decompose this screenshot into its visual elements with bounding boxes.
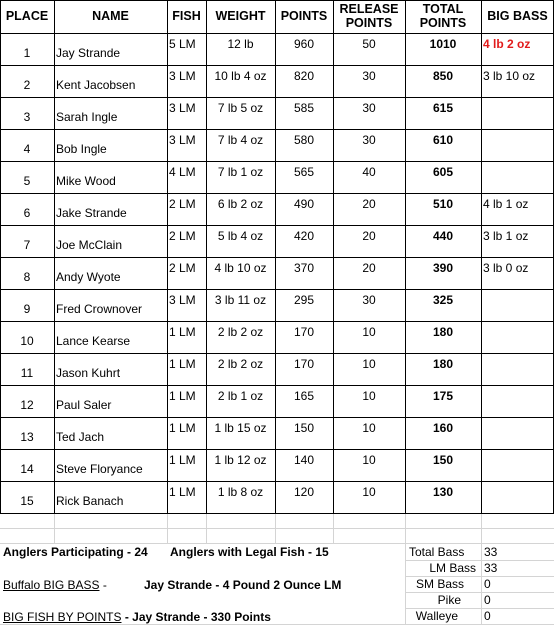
cell-points: 140 — [293, 453, 315, 467]
cell-place: 2 — [23, 78, 31, 92]
header-release-line1: RELEASE — [339, 2, 399, 16]
cell-place: 8 — [23, 270, 31, 284]
cell-total: 180 — [432, 325, 454, 339]
cell-points: 565 — [293, 165, 315, 179]
cell-total: 610 — [432, 133, 454, 147]
stat-lm-bass-value: 33 — [484, 561, 498, 575]
cell-name: Jake Strande — [56, 206, 127, 220]
cell-place: 12 — [20, 398, 34, 412]
cell-name: Rick Banach — [56, 494, 124, 508]
header-release-line2: POINTS — [345, 16, 393, 30]
cell-weight: 1 lb 12 oz — [214, 453, 267, 467]
grid-line — [0, 449, 554, 450]
cell-total: 150 — [432, 453, 454, 467]
big-fish-by-points-label: BIG FISH BY POINTS — [3, 610, 122, 624]
cell-fish: 1 LM — [169, 421, 196, 435]
grid-line — [0, 161, 554, 162]
cell-place: 14 — [20, 462, 34, 476]
cell-name: Kent Jacobsen — [56, 78, 136, 92]
cell-weight: 10 lb 4 oz — [214, 69, 267, 83]
cell-name: Sarah Ingle — [56, 110, 118, 124]
cell-release: 30 — [362, 69, 376, 83]
cell-big-bass: 4 lb 2 oz — [483, 37, 531, 51]
cell-weight: 7 lb 5 oz — [217, 101, 264, 115]
cell-fish: 3 LM — [169, 101, 196, 115]
cell-total: 1010 — [429, 37, 457, 51]
cell-name: Jason Kuhrt — [56, 366, 121, 380]
cell-points: 165 — [293, 389, 315, 403]
cell-name: Andy Wyote — [56, 270, 121, 284]
cell-big-bass: 3 lb 10 oz — [483, 69, 536, 83]
stat-walleye-label: Walleye — [415, 609, 458, 623]
grid-line — [0, 65, 554, 66]
header-points: POINTS — [280, 9, 328, 23]
grid-line — [0, 385, 554, 386]
cell-place: 11 — [20, 366, 34, 380]
cell-big-bass: 3 lb 1 oz — [483, 229, 529, 243]
cell-points: 960 — [293, 37, 315, 51]
grid-line — [0, 289, 554, 290]
stat-pike-label: Pike — [437, 593, 461, 607]
cell-place: 7 — [23, 238, 31, 252]
cell-release: 10 — [362, 421, 376, 435]
grid-line — [405, 543, 406, 625]
stat-pike-value: 0 — [484, 593, 491, 607]
cell-fish: 3 LM — [169, 69, 196, 83]
header-big-bass: BIG BASS — [487, 9, 548, 23]
grid-line — [405, 560, 554, 561]
cell-place: 3 — [23, 110, 31, 124]
cell-name: Lance Kearse — [56, 334, 131, 348]
cell-release: 20 — [362, 229, 376, 243]
header-name: NAME — [92, 9, 129, 23]
cell-fish: 1 LM — [169, 485, 196, 499]
cell-place: 4 — [23, 142, 31, 156]
cell-name: Jay Strande — [56, 46, 121, 60]
cell-fish: 5 LM — [169, 37, 196, 51]
cell-place: 6 — [23, 206, 31, 220]
cell-total: 615 — [432, 101, 454, 115]
cell-place: 9 — [23, 302, 31, 316]
cell-release: 50 — [362, 37, 376, 51]
stat-lm-bass-label: LM Bass — [429, 561, 476, 575]
cell-fish: 2 LM — [169, 261, 196, 275]
cell-name: Steve Floryance — [56, 462, 143, 476]
cell-total: 850 — [432, 69, 454, 83]
cell-total: 325 — [432, 293, 454, 307]
cell-release: 30 — [362, 133, 376, 147]
cell-weight: 4 lb 10 oz — [214, 261, 267, 275]
cell-name: Fred Crownover — [56, 302, 143, 316]
cell-points: 490 — [293, 197, 315, 211]
cell-weight: 6 lb 2 oz — [217, 197, 264, 211]
cell-release: 10 — [362, 485, 376, 499]
cell-weight: 7 lb 1 oz — [217, 165, 264, 179]
cell-release: 10 — [362, 325, 376, 339]
cell-points: 585 — [293, 101, 315, 115]
stat-total-bass-label: Total Bass — [409, 545, 465, 559]
cell-fish: 2 LM — [169, 229, 196, 243]
grid-line — [0, 257, 554, 258]
cell-fish: 3 LM — [169, 293, 196, 307]
cell-fish: 2 LM — [169, 197, 196, 211]
grid-line — [405, 576, 554, 577]
cell-place: 15 — [20, 494, 34, 508]
grid-line — [0, 193, 554, 194]
cell-release: 40 — [362, 165, 376, 179]
cell-total: 390 — [432, 261, 454, 275]
cell-total: 440 — [432, 229, 454, 243]
anglers-legal-fish: Anglers with Legal Fish - 15 — [170, 545, 329, 559]
cell-name: Paul Saler — [56, 398, 112, 412]
cell-big-bass: 3 lb 0 oz — [483, 261, 529, 275]
stat-total-bass-value: 33 — [484, 545, 498, 559]
cell-weight: 5 lb 4 oz — [217, 229, 264, 243]
cell-total: 180 — [432, 357, 454, 371]
stat-sm-bass-label: SM Bass — [415, 577, 464, 591]
cell-total: 605 — [432, 165, 454, 179]
cell-points: 170 — [293, 357, 315, 371]
grid-line — [0, 353, 554, 354]
big-fish-by-points-value: - Jay Strande - 330 Points — [121, 610, 271, 624]
cell-fish: 1 LM — [169, 325, 196, 339]
cell-name: Mike Wood — [56, 174, 116, 188]
cell-fish: 1 LM — [169, 357, 196, 371]
stat-sm-bass-value: 0 — [484, 577, 491, 591]
cell-weight: 1 lb 8 oz — [217, 485, 264, 499]
grid-line — [0, 481, 554, 482]
grid-line — [0, 225, 554, 226]
cell-points: 370 — [293, 261, 315, 275]
cell-release: 10 — [362, 389, 376, 403]
grid-line — [481, 543, 482, 625]
cell-release: 10 — [362, 453, 376, 467]
cell-fish: 1 LM — [169, 389, 196, 403]
grid-line — [0, 0, 554, 1]
cell-points: 295 — [293, 293, 315, 307]
header-total-line2: POINTS — [419, 16, 467, 30]
cell-release: 20 — [362, 261, 376, 275]
cell-weight: 12 lb — [227, 37, 254, 51]
cell-weight: 1 lb 15 oz — [214, 421, 267, 435]
cell-place: 10 — [20, 334, 34, 348]
cell-big-bass: 4 lb 1 oz — [483, 197, 529, 211]
anglers-participating: Anglers Participating - 24 — [3, 545, 148, 559]
cell-name: Joe McClain — [56, 238, 123, 252]
cell-release: 30 — [362, 293, 376, 307]
cell-release: 10 — [362, 357, 376, 371]
grid-line — [0, 33, 554, 34]
cell-points: 580 — [293, 133, 315, 147]
cell-place: 5 — [23, 174, 31, 188]
cell-place: 1 — [23, 46, 31, 60]
cell-total: 160 — [432, 421, 454, 435]
cell-total: 510 — [432, 197, 454, 211]
header-weight: WEIGHT — [215, 9, 266, 23]
grid-line — [0, 528, 554, 529]
grid-line — [0, 513, 554, 514]
grid-line — [405, 608, 554, 609]
cell-weight: 7 lb 4 oz — [217, 133, 264, 147]
cell-total: 130 — [432, 485, 454, 499]
cell-name: Bob Ingle — [56, 142, 107, 156]
header-fish: FISH — [172, 9, 201, 23]
buffalo-big-bass-line — [3, 578, 107, 592]
big-fish-by-points-line — [3, 610, 271, 624]
cell-points: 420 — [293, 229, 315, 243]
cell-points: 150 — [293, 421, 315, 435]
buffalo-big-bass-separator: - — [99, 578, 107, 592]
header-place: PLACE — [5, 9, 49, 23]
cell-fish: 3 LM — [169, 133, 196, 147]
stat-walleye-value: 0 — [484, 609, 491, 623]
grid-line — [0, 417, 554, 418]
header-total-line1: TOTAL — [422, 2, 464, 16]
cell-points: 120 — [293, 485, 315, 499]
cell-weight: 2 lb 2 oz — [217, 325, 264, 339]
cell-points: 170 — [293, 325, 315, 339]
grid-line — [0, 97, 554, 98]
buffalo-big-bass-value: Jay Strande - 4 Pound 2 Ounce LM — [144, 578, 342, 592]
cell-weight: 2 lb 2 oz — [217, 357, 264, 371]
cell-weight: 2 lb 1 oz — [217, 389, 264, 403]
cell-fish: 1 LM — [169, 453, 196, 467]
cell-release: 30 — [362, 101, 376, 115]
buffalo-big-bass-label: Buffalo BIG BASS — [3, 578, 100, 592]
grid-line — [0, 543, 554, 544]
cell-points: 820 — [293, 69, 315, 83]
cell-release: 20 — [362, 197, 376, 211]
cell-weight: 3 lb 11 oz — [214, 293, 267, 307]
cell-place: 13 — [20, 430, 34, 444]
cell-fish: 4 LM — [169, 165, 196, 179]
grid-line — [0, 129, 554, 130]
cell-total: 175 — [432, 389, 454, 403]
grid-line — [405, 592, 554, 593]
cell-name: Ted Jach — [56, 430, 105, 444]
grid-line — [0, 321, 554, 322]
